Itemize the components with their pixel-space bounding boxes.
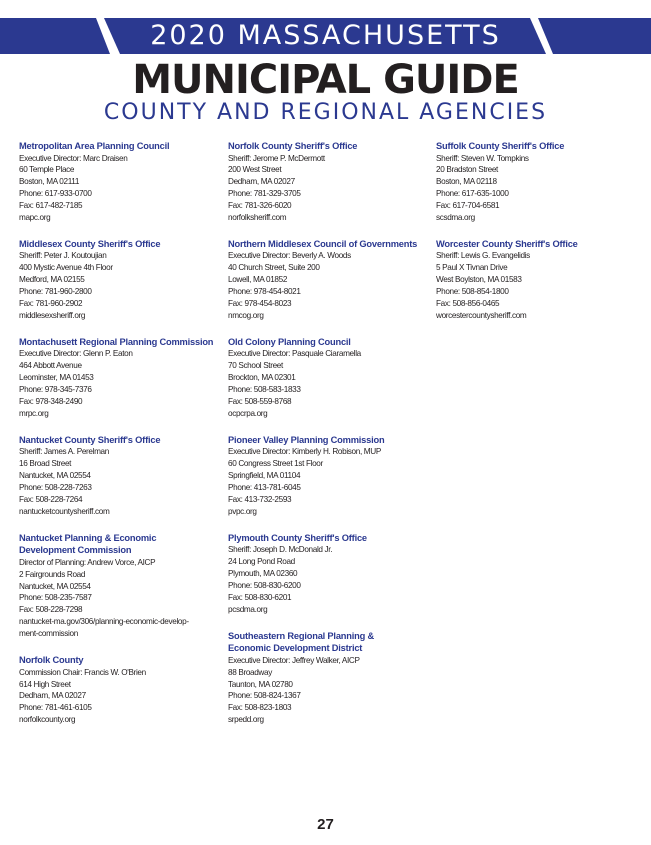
agency-detail-line: 70 School Street — [228, 361, 283, 371]
agency-detail-line: Phone: 781-461-6105 — [19, 703, 92, 713]
agency-detail-line: 60 Congress Street 1st Floor — [228, 459, 323, 469]
agency-name: Norfolk County — [19, 655, 84, 666]
agency-detail-line: mapc.org — [19, 213, 51, 223]
agency-entry — [228, 140, 428, 224]
agency-entry — [228, 532, 428, 616]
agency-detail-line: 88 Broadway — [228, 667, 272, 677]
directory-column-2 — [228, 140, 428, 740]
agency-detail-line: Fax: 508-228-7298 — [19, 605, 83, 615]
agency-detail-line: pcsdma.org — [228, 604, 268, 614]
agency-entry — [19, 434, 219, 518]
agency-detail-line: Brockton, MA 02301 — [228, 373, 296, 383]
agency-detail-line: Executive Director: Jeffrey Walker, AICP — [228, 655, 360, 665]
agency-entry — [228, 238, 428, 322]
agency-detail-line: nmcog.org — [228, 310, 264, 320]
agency-entry — [436, 140, 636, 224]
agency-detail-line: Phone: 508-583-1833 — [228, 385, 301, 395]
agency-name: Old Colony Planning Council — [228, 336, 351, 347]
agency-detail-line: 16 Broad Street — [19, 459, 72, 469]
agency-entry — [19, 336, 219, 420]
agency-detail-line: scsdma.org — [436, 213, 475, 223]
agency-name: Development Commission — [19, 545, 132, 556]
agency-name: Norfolk County Sheriff's Office — [228, 141, 358, 151]
agency-detail-line: Phone: 508-235-7587 — [19, 593, 92, 603]
directory-column-3 — [436, 140, 636, 336]
agency-name: Montachusett Regional Planning Commission — [19, 336, 214, 347]
agency-entry — [228, 630, 428, 726]
agency-name: Nantucket County Sheriff's Office — [19, 434, 161, 445]
agency-detail-line: Boston, MA 02118 — [436, 177, 497, 187]
agency-name: Plymouth County Sheriff's Office — [228, 532, 367, 543]
directory-column-1 — [19, 140, 219, 740]
agency-entry — [228, 434, 428, 518]
agency-detail-line: norfolksheriff.com — [228, 213, 287, 223]
agency-detail-line: 40 Church Street, Suite 200 — [228, 263, 320, 273]
agency-detail-line: Executive Director: Kimberly H. Robison, MUP — [228, 447, 381, 457]
agency-detail-line: Fax: 978-348-2490 — [19, 397, 83, 406]
agency-detail-line: Plymouth, MA 02360 — [228, 569, 298, 579]
agency-detail-line: nantucket-ma.gov/306/planning-economic-develop- — [19, 617, 189, 627]
agency-entry — [19, 238, 219, 322]
agency-name: Worcester County Sheriff's Office — [436, 238, 578, 249]
agency-detail-line: Fax: 617-704-6581 — [436, 201, 500, 211]
agency-detail-line: Phone: 978-345-7376 — [19, 385, 92, 395]
agency-detail-line: Executive Director: Marc Draisen — [19, 153, 128, 163]
agency-detail-line: 20 Bradston Street — [436, 165, 498, 175]
agency-detail-line: Executive Director: Pasquale Ciaramella — [228, 349, 361, 359]
agency-detail-line: middlesexsheriff.org — [19, 310, 86, 320]
agency-entry — [19, 532, 219, 640]
agency-detail-line: West Boylston, MA 01583 — [436, 275, 522, 285]
agency-entry — [19, 140, 219, 224]
agency-name: Northern Middlesex Council of Governments — [228, 238, 418, 249]
agency-detail-line: Fax: 617-482-7185 — [19, 201, 83, 211]
agency-name: Metropolitan Area Planning Council — [19, 141, 170, 151]
agency-detail-line: worcestercountysheriff.com — [436, 310, 527, 320]
agency-detail-line: Sheriff: Steven W. Tompkins — [436, 153, 529, 163]
agency-detail-line: Phone: 413-781-6045 — [228, 483, 301, 493]
agency-detail-line: 200 West Street — [228, 165, 282, 175]
agency-detail-line: Executive Director: Glenn P. Eaton — [19, 349, 133, 359]
agency-detail-line: Phone: 617-635-1000 — [436, 189, 509, 199]
agency-detail-line: 2 Fairgrounds Road — [19, 569, 86, 579]
agency-detail-line: Sheriff: Lewis G. Evangelidis — [436, 251, 530, 261]
agency-name: Suffolk County Sheriff's Office — [436, 141, 565, 151]
agency-detail-line: Director of Planning: Andrew Vorce, AICP — [19, 557, 156, 567]
agency-detail-line: Nantucket, MA 02554 — [19, 471, 91, 481]
agency-name: Economic Development District — [228, 643, 363, 654]
agency-detail-line: Springfield, MA 01104 — [228, 471, 301, 481]
agency-detail-line: norfolkcounty.org — [19, 715, 76, 725]
agency-detail-line: Sheriff: Jerome P. McDermott — [228, 153, 325, 163]
agency-detail-line: Phone: 508-228-7263 — [19, 483, 92, 493]
agency-detail-line: Phone: 781-960-2800 — [19, 287, 92, 297]
agency-detail-line: Nantucket, MA 02554 — [19, 581, 91, 591]
agency-detail-line: Boston, MA 02111 — [19, 177, 80, 187]
agency-detail-line: mrpc.org — [19, 408, 49, 418]
agency-entry — [19, 654, 219, 726]
agency-detail-line: Taunton, MA 02780 — [228, 679, 293, 689]
agency-detail-line: 400 Mystic Avenue 4th Floor — [19, 263, 113, 273]
agency-detail-line: Sheriff: James A. Perelman — [19, 447, 109, 457]
agency-detail-line: Fax: 508-856-0465 — [436, 299, 500, 309]
agency-detail-line: srpedd.org — [228, 715, 264, 725]
agency-detail-line: Leominster, MA 01453 — [19, 373, 94, 383]
agency-detail-line: 60 Temple Place — [19, 165, 75, 175]
agency-detail-line: Fax: 978-454-8023 — [228, 299, 292, 309]
agency-detail-line: Fax: 781-326-6020 — [228, 201, 292, 211]
agency-detail-line: Phone: 508-854-1800 — [436, 287, 509, 297]
agency-detail-line: Dedham, MA 02027 — [228, 177, 295, 187]
agency-detail-line: Fax: 508-830-6201 — [228, 592, 292, 602]
agency-detail-line: Lowell, MA 01852 — [228, 275, 288, 285]
page-number: 27 — [317, 816, 334, 833]
agency-name: Southeastern Regional Planning & — [228, 630, 374, 641]
agency-detail-line: 464 Abbott Avenue — [19, 361, 82, 371]
agency-detail-line: Dedham, MA 02027 — [19, 691, 86, 701]
agency-detail-line: Phone: 978-454-8021 — [228, 287, 301, 297]
agency-entry — [436, 238, 636, 322]
agency-detail-line: Executive Director: Beverly A. Woods — [228, 251, 351, 261]
agency-name: Middlesex County Sheriff's Office — [19, 238, 161, 249]
page-subtitle: COUNTY AND REGIONAL AGENCIES — [103, 100, 548, 125]
agency-detail-line: Phone: 781-329-3705 — [228, 189, 301, 199]
agency-detail-line: Phone: 617-933-0700 — [19, 189, 92, 199]
agency-detail-line: Sheriff: Joseph D. McDonald Jr. — [228, 545, 333, 555]
agency-detail-line: 24 Long Pond Road — [228, 557, 295, 567]
agency-detail-line: ocpcrpa.org — [228, 408, 268, 418]
agency-detail-line: 5 Paul X Tivnan Drive — [436, 263, 508, 273]
agency-detail-line: Fax: 413-732-2593 — [228, 494, 292, 504]
agency-detail-line: Fax: 508-823-1803 — [228, 703, 292, 713]
agency-detail-line: nantucketcountysheriff.com — [19, 506, 110, 516]
agency-name: Nantucket Planning & Economic — [19, 532, 157, 543]
agency-detail-line: 614 High Street — [19, 679, 71, 689]
agency-entry — [228, 336, 428, 420]
header-banner — [0, 18, 651, 54]
agency-detail-line: Phone: 508-824-1367 — [228, 691, 301, 701]
agency-detail-line: Fax: 508-559-8768 — [228, 397, 292, 406]
agency-detail-line: Phone: 508-830-6200 — [228, 580, 301, 590]
agency-detail-line: Sheriff: Peter J. Koutoujian — [19, 251, 107, 261]
agency-detail-line: pvpc.org — [228, 506, 257, 516]
agency-detail-line: Commission Chair: Francis W. O'Brien — [19, 667, 146, 677]
agency-name: Pioneer Valley Planning Commission — [228, 434, 385, 445]
agency-detail-line: ment-commission — [19, 629, 78, 639]
agency-detail-line: Fax: 508-228-7264 — [19, 494, 83, 504]
page-title: MUNICIPAL GUIDE — [132, 57, 519, 103]
agency-detail-line: Fax: 781-960-2902 — [19, 299, 83, 309]
banner-title: 2020 MASSACHUSETTS — [150, 20, 501, 51]
agency-detail-line: Medford, MA 02155 — [19, 275, 85, 285]
